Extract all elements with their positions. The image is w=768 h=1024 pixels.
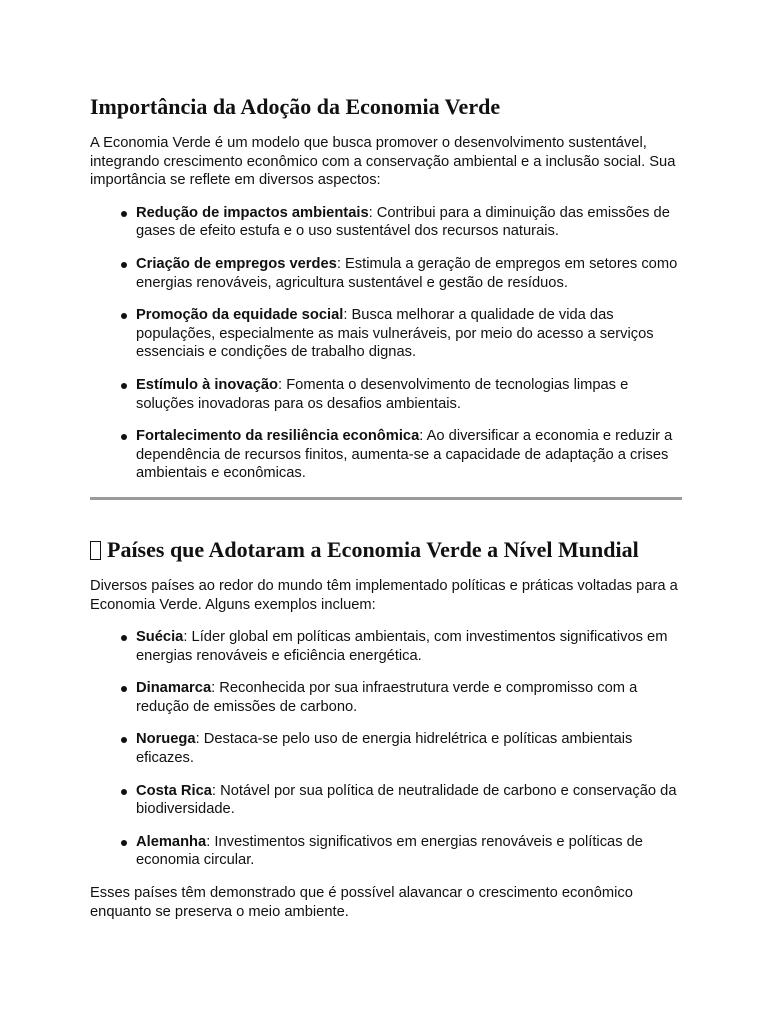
list-item-text: : Fomenta o desenvolvimento de tecnologias limpas e soluções inovadoras para os desafios ambientais. bbox=[136, 376, 629, 412]
list-item bbox=[136, 427, 682, 483]
bullet-icon bbox=[121, 262, 127, 268]
section-divider bbox=[90, 497, 682, 500]
list-item-term: Costa Rica bbox=[136, 782, 212, 799]
list-item bbox=[136, 833, 682, 870]
importance-list bbox=[90, 204, 682, 483]
list-item bbox=[136, 628, 682, 665]
list-item bbox=[136, 730, 682, 767]
document-page bbox=[90, 0, 682, 921]
list-item-text: : Contribui para a diminuição das emissões de gases de efeito estufa e o uso sustentável dos recursos naturais. bbox=[136, 204, 670, 240]
list-item-text: : Notável por sua política de neutralidade de carbono e conservação da biodiversidade. bbox=[136, 782, 677, 818]
list-item-term: Fortalecimento da resiliência econômica bbox=[136, 428, 420, 445]
section-title-importance: Importância da Adoção da Economia Verde bbox=[90, 94, 501, 119]
list-item-term: Suécia bbox=[136, 629, 184, 646]
section-title-countries bbox=[90, 537, 682, 563]
list-item-text: : Destaca-se pelo uso de energia hidrelétrica e políticas ambientais eficazes. bbox=[136, 731, 633, 767]
list-item-term: Alemanha bbox=[136, 833, 207, 850]
bullet-icon bbox=[121, 737, 127, 743]
list-item bbox=[136, 376, 682, 413]
bullet-icon bbox=[121, 383, 127, 389]
bullet-icon bbox=[121, 313, 127, 319]
bullet-icon bbox=[121, 635, 127, 641]
bullet-icon bbox=[121, 211, 127, 217]
list-item-term: Estímulo à inovação bbox=[136, 376, 279, 393]
list-item-term: Redução de impactos ambientais bbox=[136, 204, 369, 221]
list-item bbox=[136, 782, 682, 819]
list-item-term: Noruega bbox=[136, 731, 196, 748]
list-item-text: : Investimentos significativos em energias renováveis e políticas de economia circular. bbox=[136, 833, 643, 869]
list-item-text: : Busca melhorar a qualidade de vida das populações, especialmente as mais vulneráveis, por meio do acesso a serviços essenciais e condições de trabalho dignas. bbox=[136, 307, 654, 361]
list-item-term: Dinamarca bbox=[136, 680, 212, 697]
bullet-icon bbox=[121, 686, 127, 692]
missing-glyph-icon bbox=[90, 541, 101, 560]
list-item-term: Promoção da equidade social bbox=[136, 307, 344, 324]
section-intro-importance: A Economia Verde é um modelo que busca promover o desenvolvimento sustentável, integrando crescimento econômico com a conservação ambiental e a inclusão social. Sua importância se reflete em diversos aspectos: bbox=[90, 135, 676, 189]
section-intro-countries: Diversos países ao redor do mundo têm implementado políticas e práticas voltadas para a Economia Verde. Alguns exemplos incluem: bbox=[90, 577, 678, 613]
bullet-icon bbox=[121, 434, 127, 440]
list-item-text: : Reconhecida por sua infraestrutura verde e compromisso com a redução de emissões de carbono. bbox=[136, 680, 638, 715]
bullet-icon bbox=[121, 840, 127, 846]
list-item-text: : Estimula a geração de empregos em setores como energias renováveis, agricultura sustentável e gestão de resíduos. bbox=[136, 255, 678, 291]
list-item bbox=[136, 306, 682, 362]
bullet-icon bbox=[121, 789, 127, 795]
list-item bbox=[136, 204, 682, 241]
list-item-text: : Líder global em políticas ambientais, com investimentos significativos em energias renováveis e eficiência energética. bbox=[136, 629, 668, 664]
list-item-text: : Ao diversificar a economia e reduzir a dependência de recursos finitos, aumenta-se a capacidade de adaptação a crises ambientais e econômicas. bbox=[136, 428, 673, 482]
section-outro-countries: Esses países têm demonstrado que é possível alavancar o crescimento econômico enquanto se preserva o meio ambiente. bbox=[90, 885, 633, 920]
list-item-term: Criação de empregos verdes bbox=[136, 255, 337, 272]
countries-list bbox=[90, 628, 682, 870]
list-item bbox=[136, 255, 682, 292]
list-item bbox=[136, 679, 682, 716]
section-title-countries-text: Países que Adotaram a Economia Verde a Nível Mundial bbox=[107, 536, 639, 562]
